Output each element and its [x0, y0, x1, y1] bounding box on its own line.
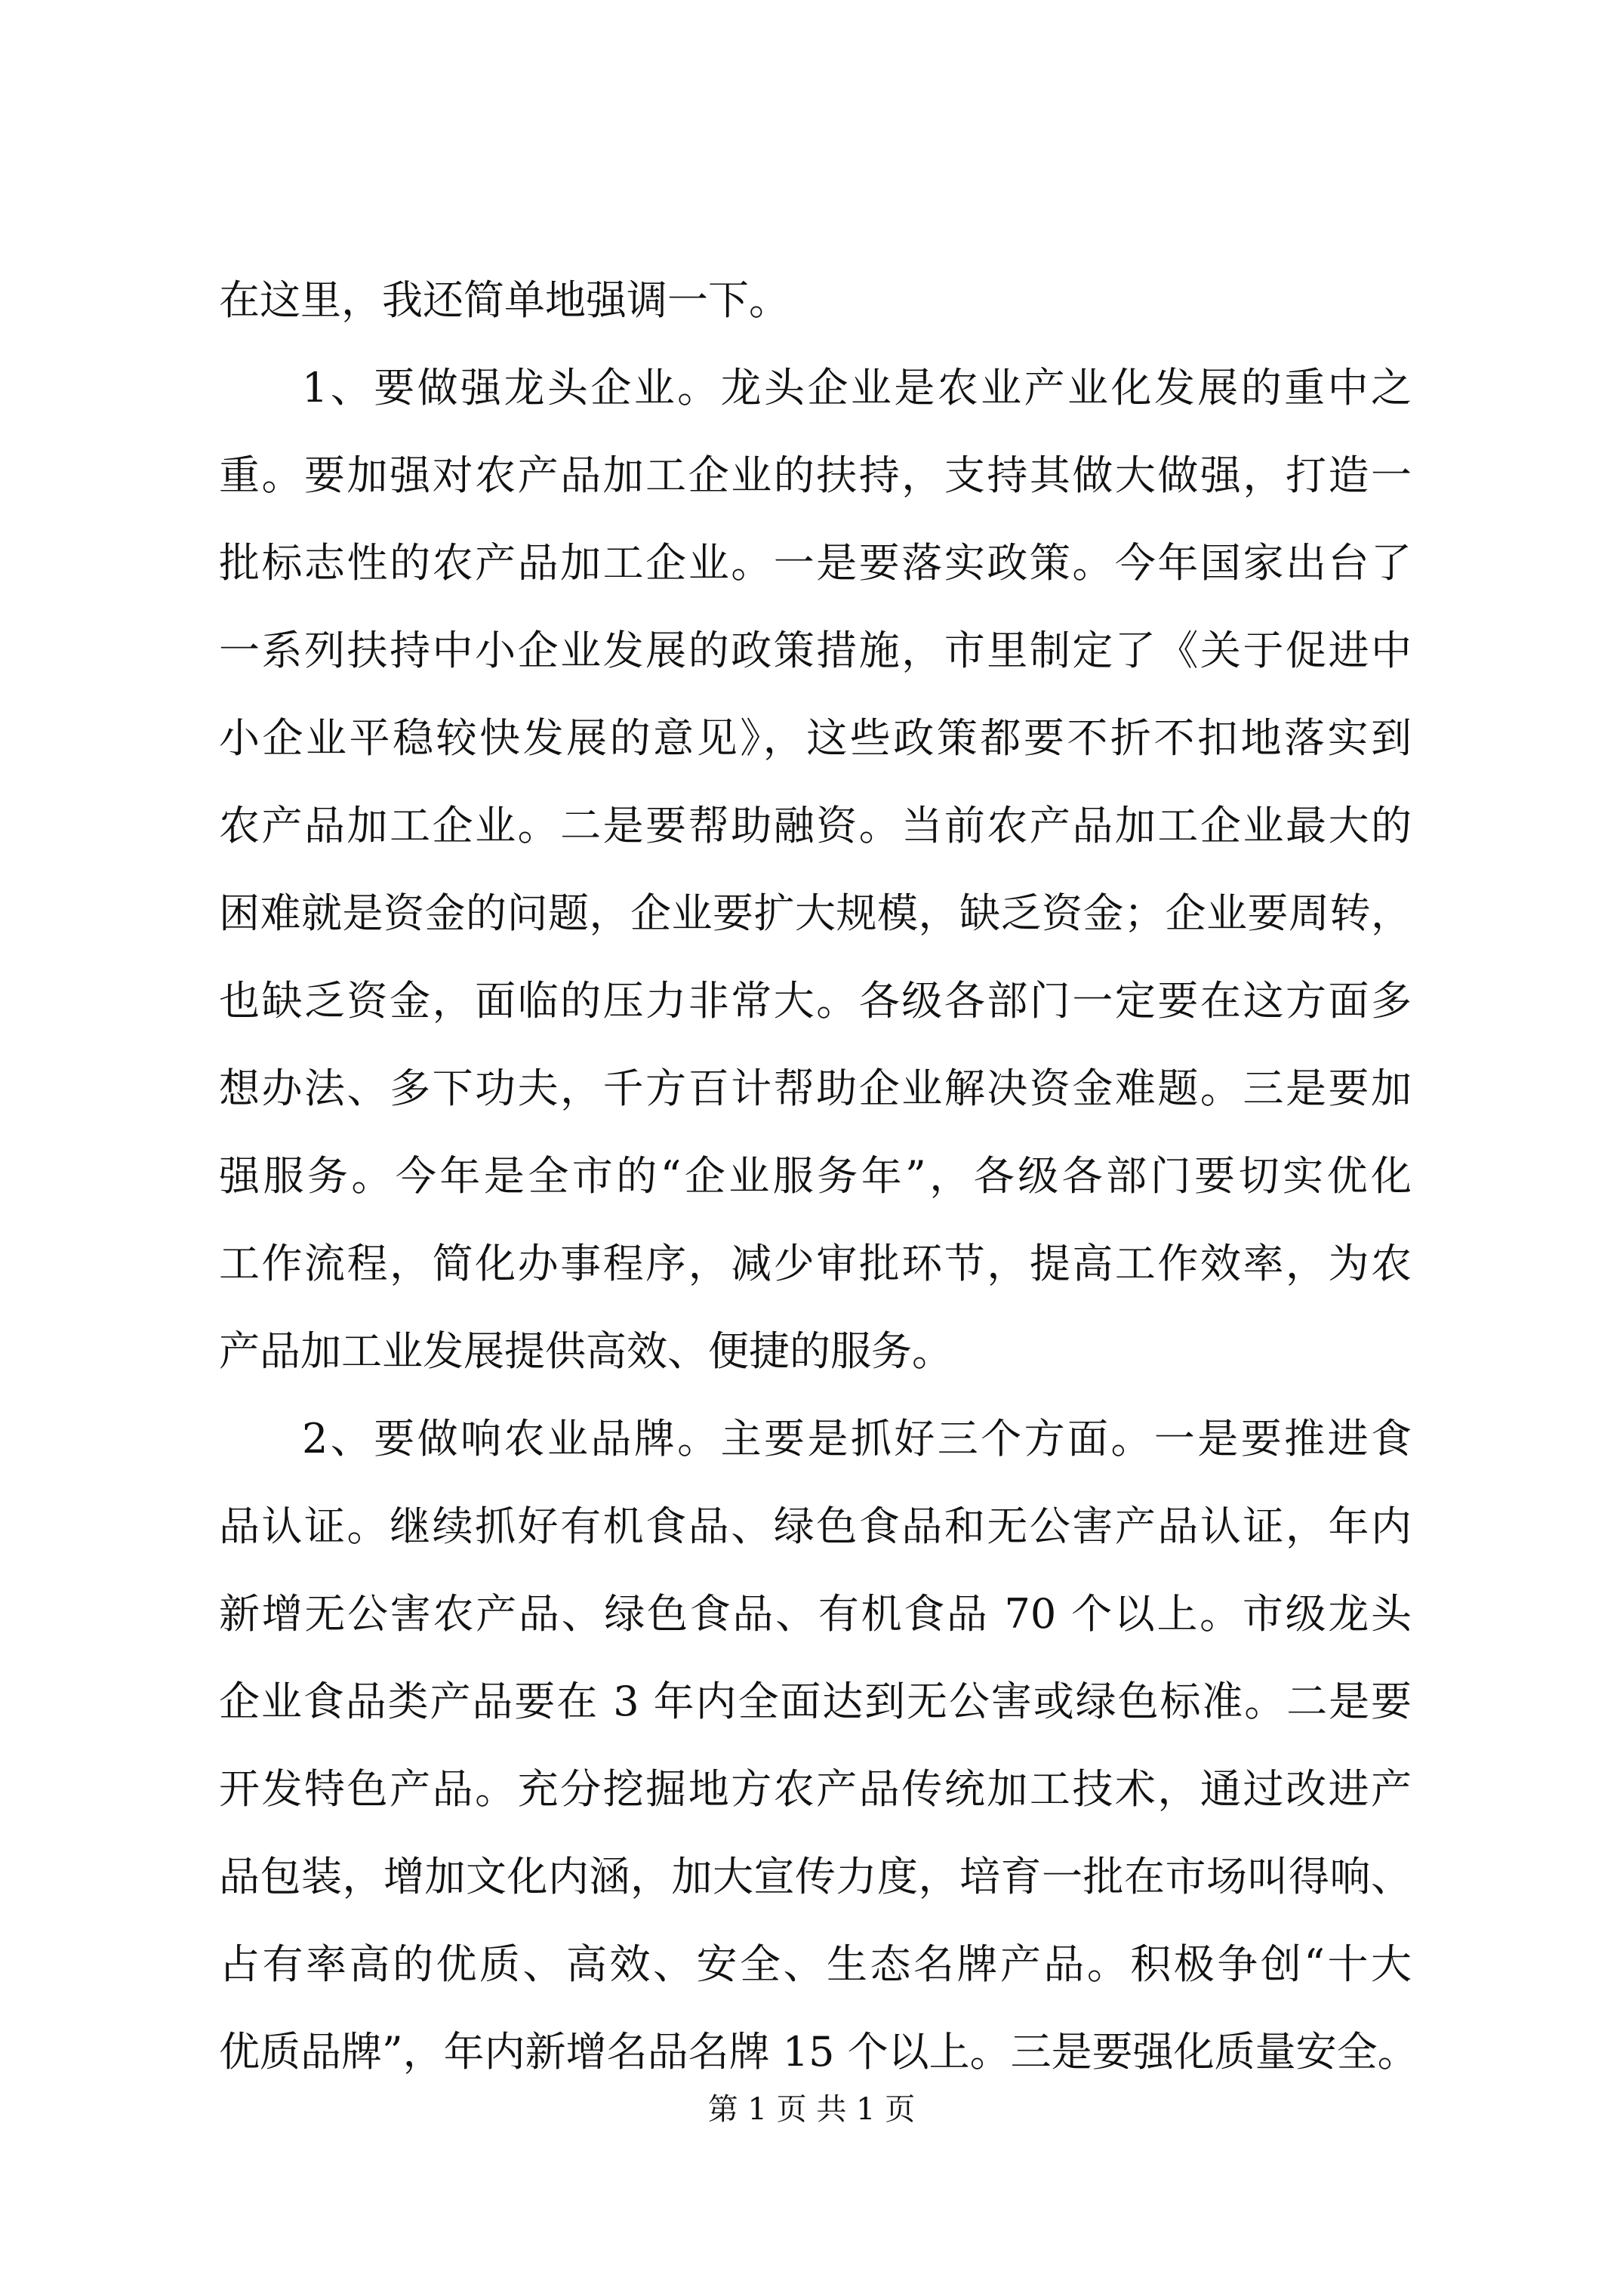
paragraph-1-first-line: 1、要做强龙头企业。龙头企业是农业产业化发展的重中之: [302, 364, 1412, 411]
text-line: 想办法、多下功夫，千方百计帮助企业解决资金难题。三是要加: [219, 1065, 1412, 1112]
text-line: 一系列扶持中小企业发展的政策措施，市里制定了《关于促进中: [219, 627, 1412, 674]
text-line: 强服务。今年是全市的“企业服务年”，各级各部门要切实优化: [219, 1152, 1412, 1200]
text-line: 企业食品类产品要在 3 年内全面达到无公害或绿色标准。二是要: [219, 1678, 1412, 1725]
text-line: 重。要加强对农产品加工企业的扶持，支持其做大做强，打造一: [219, 451, 1412, 499]
text-line: 新增无公害农产品、绿色食品、有机食品 70 个以上。市级龙头: [219, 1590, 1412, 1638]
paragraph-2-first-line: 2、要做响农业品牌。主要是抓好三个方面。一是要推进食: [302, 1415, 1412, 1462]
text-line: 品包装，增加文化内涵，加大宣传力度，培育一批在市场叫得响、: [219, 1853, 1412, 1900]
text-line: 在这里，我还简单地强调一下。: [219, 276, 790, 324]
text-line: 开发特色产品。充分挖掘地方农产品传统加工技术，通过改进产: [219, 1765, 1412, 1813]
text-line: 工作流程，简化办事程序，减少审批环节，提高工作效率，为农: [219, 1240, 1412, 1287]
text-line: 困难就是资金的问题，企业要扩大规模，缺乏资金；企业要周转，: [219, 889, 1412, 937]
text-line: 优质品牌”，年内新增名品名牌 15 个以上。三是要强化质量安全。: [219, 2028, 1418, 2076]
text-line: 也缺乏资金，面临的压力非常大。各级各部门一定要在这方面多: [219, 977, 1412, 1025]
text-line: 批标志性的农产品加工企业。一是要落实政策。今年国家出台了: [219, 539, 1412, 587]
text-line: 农产品加工企业。二是要帮助融资。当前农产品加工企业最大的: [219, 802, 1412, 849]
text-line: 小企业平稳较快发展的意见》，这些政策都要不折不扣地落实到: [219, 714, 1412, 762]
text-line: 品认证。继续抓好有机食品、绿色食品和无公害产品认证，年内: [219, 1502, 1412, 1550]
page-number: 第 1 页 共 1 页: [707, 2092, 916, 2127]
text-line: 占有率高的优质、高效、安全、生态名牌产品。积极争创“十大: [219, 1940, 1412, 1988]
page-footer: [0, 2090, 1623, 2129]
text-line: 产品加工业发展提供高效、便捷的服务。: [219, 1327, 953, 1375]
